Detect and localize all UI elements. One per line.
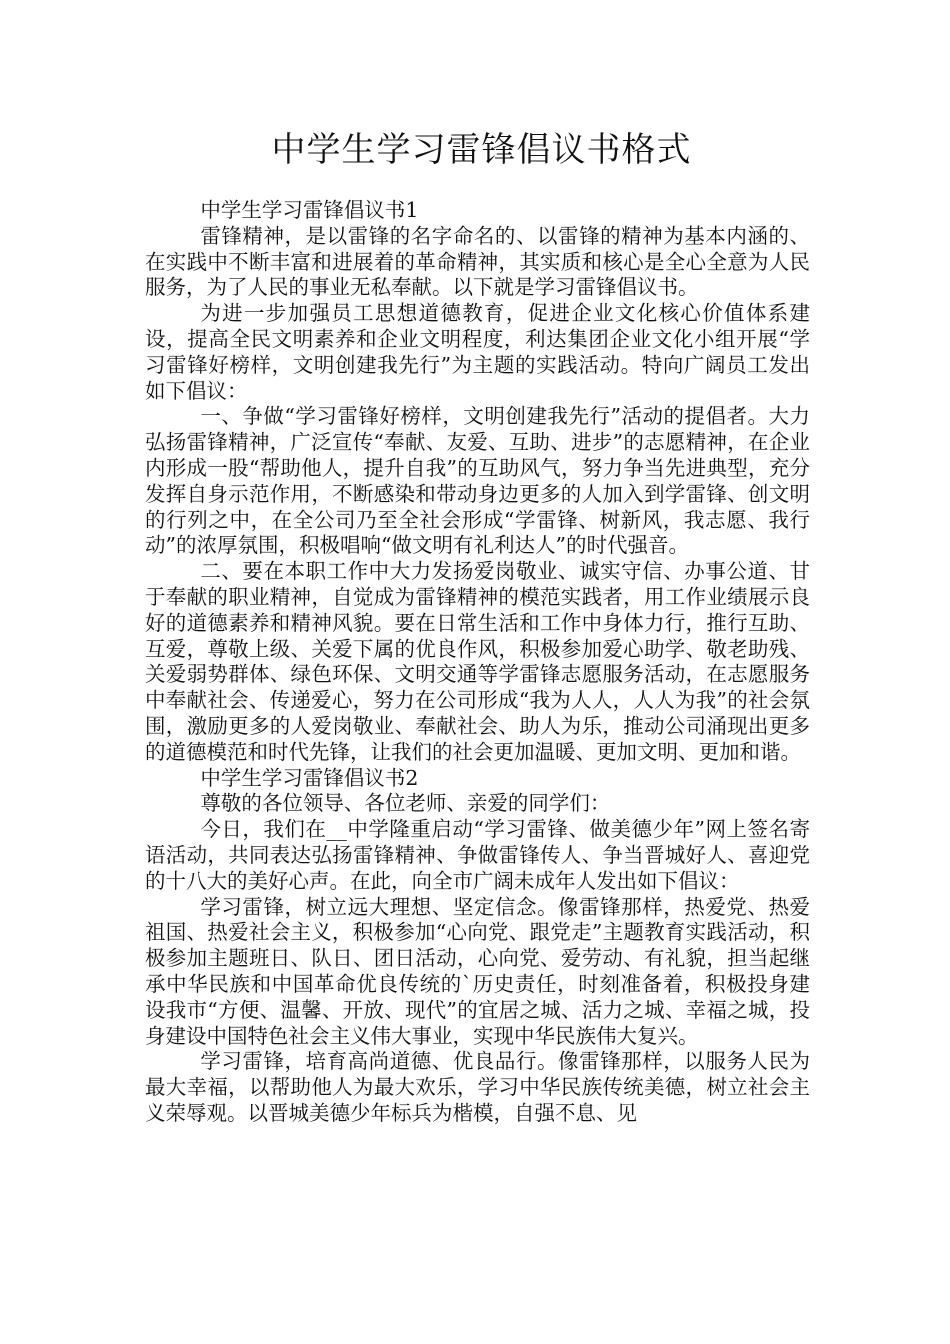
paragraph: 尊敬的各位领导、各位老师、亲爱的同学们： — [200, 791, 611, 816]
section-heading: 中学生学习雷锋倡议书2 — [200, 765, 419, 790]
document-body — [145, 198, 810, 1127]
paragraph: 一、争做“学习雷锋好榜样，文明创建我先行”活动的提倡者。大力弘扬雷锋精神，广泛宣传“奉献、友爱、互助、进步”的志愿精神，在企业内形成一股“帮助他人，提升自我”的互助风气，努力争当先进典型，充分发挥自身示范作用，不断感染和带动身边更多的人加入到学雷锋、创文明的行列之中，在全公司乃至全社会形成“学雷锋、树新风，我志愿、我行动”的浓厚氛围，积极唱响“做文明有礼利达人”的时代强音。 — [145, 404, 810, 558]
paragraph: 今日，我们在__中学隆重启动“学习雷锋、做美德少年”网上签名寄语活动，共同表达弘扬雷锋精神、争做雷锋传人、争当晋城好人、喜迎党的十八大的美好心声。在此，向全市广阔未成年人发出如下倡议： — [145, 817, 810, 893]
document-title: 中学生学习雷锋倡议书格式 — [271, 130, 692, 170]
document-page — [145, 0, 810, 1127]
section-heading: 中学生学习雷锋倡议书1 — [200, 198, 419, 222]
paragraph: 雷锋精神，是以雷锋的名字命名的、以雷锋的精神为基本内涵的、在实践中不断丰富和进展着的革命精神，其实质和核心是全心全意为人民服务，为了人民的事业无私奉献。以下就是学习雷锋倡议书。 — [145, 223, 810, 300]
paragraph: 学习雷锋，树立远大理想、坚定信念。像雷锋那样，热爱党、热爱祖国、热爱社会主义，积极参加“心向党、跟党走”主题教育实践活动，积极参加主题班日、队日、团日活动，心向党、爱劳动、有礼貌，担当起继承中华民族和中国革命优良传统的`历史责任，时刻准备着，积极投身建设我市“方便、温馨、开放、现代”的宜居之城、活力之城、幸福之城，投身建设中国特色社会主义伟大事业，实现中华民族伟大复兴。 — [145, 894, 810, 1048]
paragraph: 学习雷锋，培育高尚道德、优良品行。像雷锋那样，以服务人民为最大幸福，以帮助他人为最大欢乐，学习中华民族传统美德，树立社会主义荣辱观。以晋城美德少年标兵为楷模，自强不息、见 — [145, 1049, 810, 1125]
paragraph: 二、要在本职工作中大力发扬爱岗敬业、诚实守信、办事公道、甘于奉献的职业精神，自觉成为雷锋精神的模范实践者，用工作业绩展示良好的道德素养和精神风貌。要在日常生活和工作中身体力行，推行互助、互爱，尊敬上级、关爱下属的优良作风，积极参加爱心助学、敬老助残、关爱弱势群体、绿色环保、文明交通等学雷锋志愿服务活动，在志愿服务中奉献社会、传递爱心，努力在公司形成“我为人人，人人为我”的社会氛围，激励更多的人爱岗敬业、奉献社会、助人为乐，推动公司涌现出更多的道德模范和时代先锋，让我们的社会更加温暖、更加文明、更加和谐。 — [145, 559, 810, 764]
paragraph: 为进一步加强员工思想道德教育，促进企业文化核心价值体系建设，提高全民文明素养和企业文明程度，利达集团企业文化小组开展“学习雷锋好榜样，文明创建我先行”为主题的实践活动。特向广阔员工发出如下倡议： — [145, 301, 810, 403]
